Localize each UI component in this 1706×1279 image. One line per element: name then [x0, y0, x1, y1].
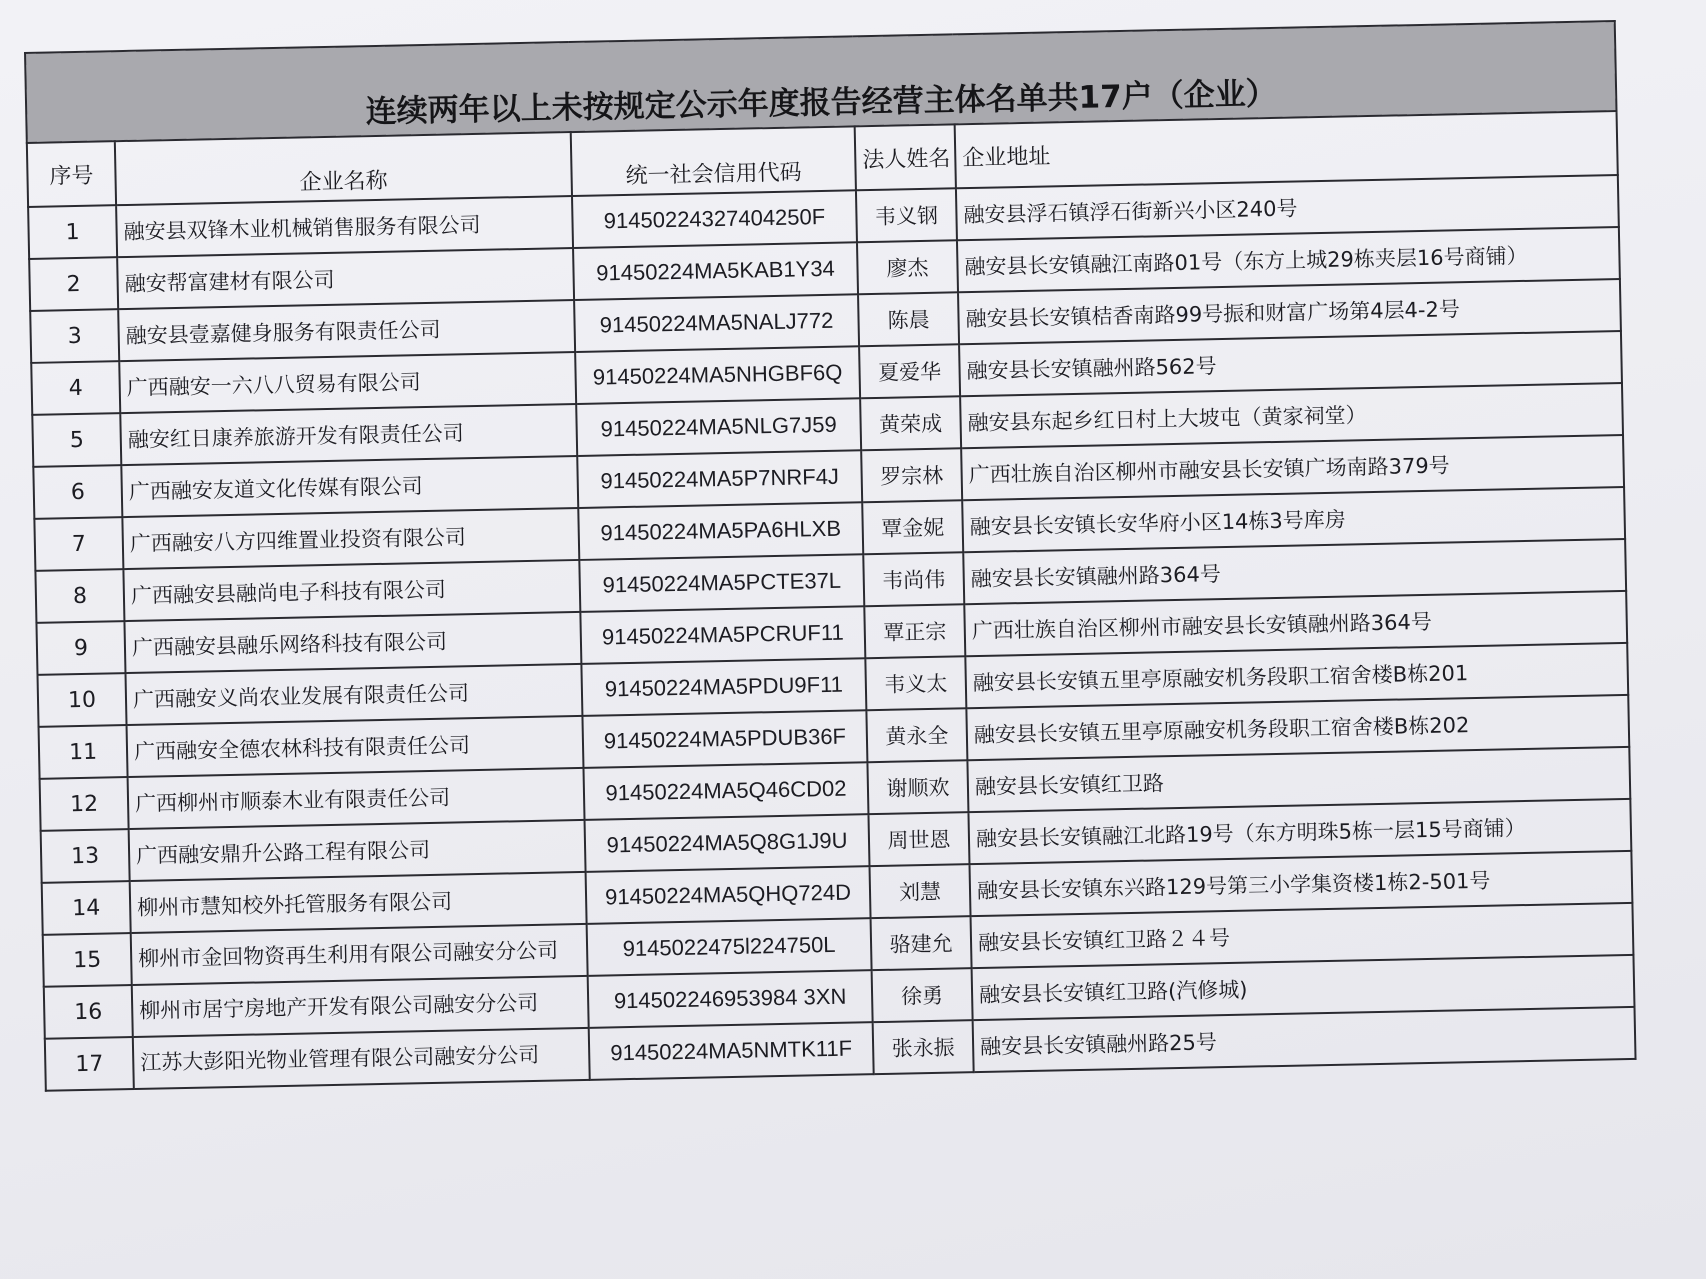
cell-code: 914502246953984 3XN: [588, 970, 873, 1028]
cell-code: 91450224MA5PDUB36F: [582, 710, 867, 768]
cell-name: 柳州市慧知校外托管服务有限公司: [130, 872, 587, 933]
cell-person: 刘慧: [870, 864, 971, 918]
cell-person: 覃金妮: [862, 500, 963, 554]
enterprise-list-table: [24, 20, 1637, 1092]
cell-person: 骆建允: [871, 916, 972, 970]
cell-code: 91450224MA5NALJ772: [574, 294, 859, 352]
cell-person: 韦尚伟: [863, 552, 964, 606]
cell-address: 融安县长安镇融州路364号: [963, 539, 1626, 604]
cell-person: 罗宗林: [861, 448, 962, 502]
header-person: 法人姓名: [855, 124, 956, 190]
cell-code: 91450224MA5Q46CD02: [583, 762, 868, 820]
cell-name: 融安帮富建材有限公司: [117, 248, 574, 309]
cell-name: 柳州市金回物资再生利用有限公司融安分公司: [131, 924, 588, 985]
cell-code: 91450224MA5NHGBF6Q: [575, 346, 860, 404]
cell-code: 91450224MA5Q8G1J9U: [585, 814, 870, 872]
cell-code: 91450224MA5NLG7J59: [576, 398, 861, 456]
document-sheet: [24, 20, 1635, 1092]
cell-no: 4: [31, 361, 120, 415]
cell-code: 91450224MA5PA6HLXB: [578, 502, 863, 560]
cell-code: 91450224MA5PDU9F11: [581, 658, 866, 716]
cell-person: 陈晨: [858, 292, 959, 346]
cell-address: 融安县长安镇红卫路(汽修城): [972, 955, 1635, 1020]
cell-person: 夏爱华: [859, 344, 960, 398]
cell-name: 广西融安友道文化传媒有限公司: [121, 456, 578, 517]
cell-address: 融安县长安镇长安华府小区14栋3号库房: [962, 487, 1625, 552]
cell-address: 融安县长安镇东兴路129号第三小学集资楼1栋2-501号: [969, 851, 1632, 916]
cell-person: 韦义太: [865, 656, 966, 710]
cell-person: 周世恩: [868, 812, 969, 866]
cell-no: 2: [29, 257, 118, 311]
cell-name: 融安县双锋木业机械销售服务有限公司: [116, 196, 573, 257]
cell-name: 广西融安县融乐网络科技有限公司: [124, 612, 581, 673]
cell-name: 广西融安县融尚电子科技有限公司: [123, 560, 580, 621]
cell-address: 广西壮族自治区柳州市融安县长安镇广场南路379号: [961, 435, 1624, 500]
cell-no: 1: [28, 205, 117, 259]
cell-code: 91450224MA5PCRUF11: [580, 606, 865, 664]
cell-person: 张永振: [873, 1020, 974, 1074]
cell-person: 徐勇: [872, 968, 973, 1022]
cell-address: 融安县长安镇融州路562号: [959, 331, 1622, 396]
cell-name: 广西融安鼎升公路工程有限公司: [129, 820, 586, 881]
cell-no: 9: [36, 621, 125, 675]
cell-code: 9145022475l224750L: [587, 918, 872, 976]
header-code: 统一社会信用代码: [571, 126, 856, 196]
cell-name: 广西柳州市顺泰木业有限责任公司: [128, 768, 585, 829]
cell-no: 10: [38, 673, 127, 727]
cell-address: 广西壮族自治区柳州市融安县长安镇融州路364号: [964, 591, 1627, 656]
header-no: 序号: [27, 141, 116, 207]
cell-name: 江苏大彭阳光物业管理有限公司融安分公司: [133, 1028, 590, 1089]
cell-address: 融安县长安镇五里亭原融安机务段职工宿舍楼B栋201: [965, 643, 1628, 708]
cell-address: 融安县长安镇融江北路19号（东方明珠5栋一层15号商铺）: [968, 799, 1631, 864]
cell-person: 韦义钢: [856, 188, 957, 242]
cell-address: 融安县东起乡红日村上大坡屯（黄家祠堂）: [960, 383, 1623, 448]
cell-code: 91450224MA5QHQ724D: [586, 866, 871, 924]
cell-address: 融安县长安镇红卫路２４号: [971, 903, 1634, 968]
cell-code: 91450224MA5KAB1Y34: [573, 242, 858, 300]
cell-name: 融安红日康养旅游开发有限责任公司: [120, 404, 577, 465]
cell-address: 融安县长安镇五里亭原融安机务段职工宿舍楼B栋202: [966, 695, 1629, 760]
cell-name: 广西融安一六八八贸易有限公司: [119, 352, 576, 413]
cell-address: 融安县浮石镇浮石街新兴小区240号: [956, 175, 1619, 240]
cell-name: 柳州市居宁房地产开发有限公司融安分公司: [132, 976, 589, 1037]
cell-no: 5: [32, 413, 121, 467]
cell-no: 17: [45, 1037, 134, 1091]
cell-address: 融安县长安镇红卫路: [967, 747, 1630, 812]
cell-code: 91450224327404250F: [572, 190, 857, 248]
cell-no: 14: [42, 881, 131, 935]
header-address: 企业地址: [955, 111, 1618, 188]
cell-code: 91450224MA5NMTK11F: [589, 1022, 874, 1080]
cell-address: 融安县长安镇桔香南路99号振和财富广场第4层4-2号: [958, 279, 1621, 344]
cell-name: 融安县壹嘉健身服务有限责任公司: [118, 300, 575, 361]
cell-no: 16: [44, 985, 133, 1039]
cell-person: 黄永全: [866, 708, 967, 762]
header-name: 企业名称: [115, 132, 572, 205]
cell-person: 覃正宗: [864, 604, 965, 658]
cell-no: 6: [33, 465, 122, 519]
cell-no: 13: [41, 829, 130, 883]
cell-name: 广西融安全德农林科技有限责任公司: [127, 716, 584, 777]
cell-no: 15: [43, 933, 132, 987]
cell-person: 谢顺欢: [867, 760, 968, 814]
cell-person: 黄荣成: [860, 396, 961, 450]
cell-address: 融安县长安镇融江南路01号（东方上城29栋夹层16号商铺）: [957, 227, 1620, 292]
cell-code: 91450224MA5P7NRF4J: [577, 450, 862, 508]
cell-no: 12: [40, 777, 129, 831]
cell-person: 廖杰: [857, 240, 958, 294]
cell-no: 3: [30, 309, 119, 363]
document-title: 连续两年以上未按规定公示年度报告经营主体名单共17户（企业）: [25, 21, 1617, 143]
table-body: [28, 175, 1635, 1091]
cell-name: 广西融安八方四维置业投资有限公司: [122, 508, 579, 569]
cell-no: 7: [34, 517, 123, 571]
cell-address: 融安县长安镇融州路25号: [973, 1007, 1636, 1072]
cell-no: 8: [35, 569, 124, 623]
cell-code: 91450224MA5PCTE37L: [579, 554, 864, 612]
cell-no: 11: [39, 725, 128, 779]
cell-name: 广西融安义尚农业发展有限责任公司: [125, 664, 582, 725]
